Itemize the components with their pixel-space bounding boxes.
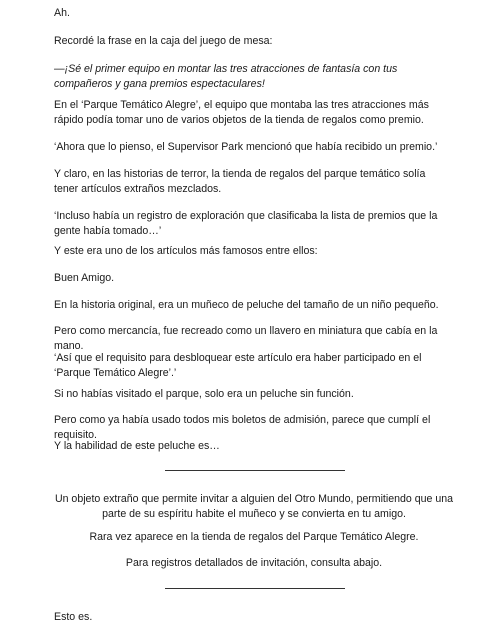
paragraph: Ah.	[54, 7, 70, 19]
paragraph: Y la habilidad de este peluche es…	[54, 440, 220, 452]
paragraph: Pero como mercancía, fue recreado como un llavero en miniatura que cabía en la mano.	[54, 325, 438, 352]
item-description: Un objeto extraño que permite invitar a alguien del Otro Mundo, permitiendo que una parte de su espíritu habite el muñeco y se convierta en tu amigo.	[54, 493, 454, 520]
paragraph: Buen Amigo.	[54, 272, 115, 284]
paragraph: ‘Así que el requisito para desbloquear este artículo era haber participado en el ‘Parque Temático Alegre’.’	[54, 352, 422, 379]
quote-paragraph: —¡Sé el primer equipo en montar las tres atracciones de fantasía con tus compañeros y gana premios espectaculares!	[54, 63, 398, 90]
divider-top	[165, 470, 345, 471]
paragraph: Si no habías visitado el parque, solo era un peluche sin función.	[54, 388, 354, 400]
item-rarity: Rara vez aparece en la tienda de regalos del Parque Temático Alegre.	[89, 531, 419, 543]
paragraph: ‘Incluso había un registro de exploración que clasificaba la lista de premios que la gente había tomado…’	[54, 210, 438, 237]
paragraph: En el ‘Parque Temático Alegre’, el equipo que montaba las tres atracciones más rápido podía tomar uno de varios objetos de la tienda de regalos como premio.	[54, 99, 429, 126]
paragraph: Y claro, en las historias de terror, la tienda de regalos del parque temático solía tener artículos extraños mezclados.	[54, 168, 426, 195]
paragraph: ‘Ahora que lo pienso, el Supervisor Park mencionó que había recibido un premio.’	[54, 141, 438, 153]
paragraph: Pero como ya había usado todos mis boletos de admisión, parece que cumplí el requisito.	[54, 414, 431, 441]
paragraph: Y este era uno de los artículos más famosos entre ellos:	[54, 245, 318, 257]
paragraph: Recordé la frase en la caja del juego de mesa:	[54, 35, 273, 47]
divider-bottom	[165, 588, 345, 589]
paragraph: En la historia original, era un muñeco de peluche del tamaño de un niño pequeño.	[54, 299, 439, 311]
item-note: Para registros detallados de invitación, consulta abajo.	[125, 557, 383, 569]
closing-paragraph: Esto es.	[54, 611, 93, 623]
